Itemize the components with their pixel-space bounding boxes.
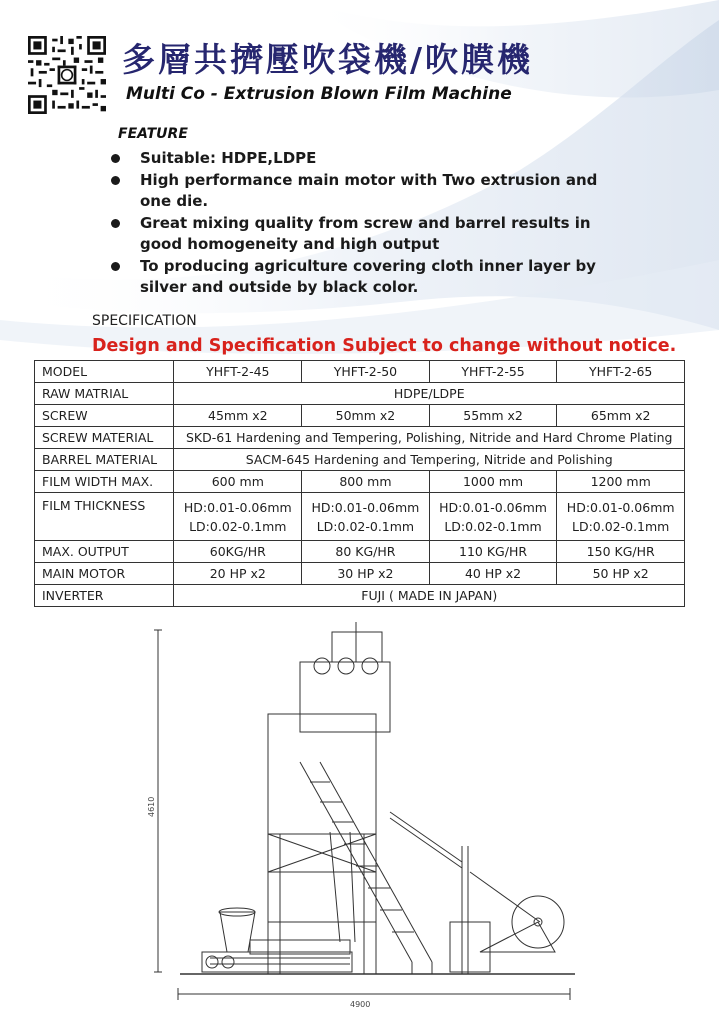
table-cell: 1200 mm	[557, 471, 685, 493]
table-row-film-width	[35, 471, 685, 493]
thickness-hd: HD:0.01-0.06mm	[566, 499, 675, 515]
row-label: FILM WIDTH MAX.	[35, 471, 174, 493]
row-label: SCREW	[35, 405, 174, 427]
table-cell	[429, 493, 557, 541]
feature-item	[110, 170, 610, 213]
notice-text: Design and Specification Subject to change without notice.	[92, 336, 677, 356]
feature-text: High performance main motor with Two extrusion and	[140, 170, 598, 189]
table-cell: 45mm x2	[174, 405, 302, 427]
table-cell: 600 mm	[174, 471, 302, 493]
table-row-barrel-material	[35, 449, 685, 471]
row-label: MAIN MOTOR	[35, 563, 174, 585]
row-label: MODEL	[35, 361, 174, 383]
table-row-screw	[35, 405, 685, 427]
row-label: RAW MATRIAL	[35, 383, 174, 405]
width-dimension-label: 4900	[350, 1000, 371, 1009]
table-cell: YHFT-2-45	[174, 361, 302, 383]
table-cell: YHFT-2-50	[302, 361, 430, 383]
table-cell: 50mm x2	[302, 405, 430, 427]
table-cell: SKD-61 Hardening and Tempering, Polishing, Nitride and Hard Chrome Plating	[174, 427, 685, 449]
table-cell: 80 KG/HR	[302, 541, 430, 563]
table-cell: 1000 mm	[429, 471, 557, 493]
page-title-english: Multi Co - Extrusion Blown Film Machine	[126, 84, 512, 104]
table-row-screw-material	[35, 427, 685, 449]
table-row-max-output	[35, 541, 685, 563]
table-cell: 60KG/HR	[174, 541, 302, 563]
feature-text: Suitable: HDPE,LDPE	[140, 149, 317, 167]
bullet-dot-icon	[111, 176, 120, 185]
height-dimension-label: 4610	[147, 796, 156, 817]
feature-text: good homogeneity and high output	[140, 235, 440, 253]
specification-heading: SPECIFICATION	[92, 313, 197, 329]
feature-text: silver and outside by black color.	[140, 278, 419, 296]
table-cell: FUJI ( MADE IN JAPAN)	[174, 585, 685, 607]
feature-text: one die.	[140, 192, 209, 210]
table-row-main-motor	[35, 563, 685, 585]
table-cell: 110 KG/HR	[429, 541, 557, 563]
table-row-inverter	[35, 585, 685, 607]
thickness-hd: HD:0.01-0.06mm	[183, 499, 292, 515]
thickness-hd: HD:0.01-0.06mm	[439, 499, 547, 515]
table-cell	[557, 493, 685, 541]
table-cell: HDPE/LDPE	[174, 383, 685, 405]
table-row-film-thickness	[35, 493, 685, 541]
feature-text: To producing agriculture covering cloth inner layer by	[140, 256, 596, 275]
thickness-hd: HD:0.01-0.06mm	[311, 499, 420, 515]
table-cell: YHFT-2-65	[557, 361, 685, 383]
page-title-chinese: 多層共擠壓吹袋機/吹膜機	[122, 40, 534, 79]
table-cell: 150 KG/HR	[557, 541, 685, 563]
feature-text: Great mixing quality from screw and barrel results in	[140, 213, 591, 232]
table-cell	[174, 493, 302, 541]
bullet-dot-icon	[111, 219, 120, 228]
feature-heading: FEATURE	[118, 126, 188, 142]
specification-table	[34, 360, 685, 607]
qr-code-icon	[28, 36, 106, 114]
table-row-raw-material	[35, 383, 685, 405]
bullet-dot-icon	[111, 262, 120, 271]
row-label: SCREW MATERIAL	[35, 427, 174, 449]
table-cell: SACM-645 Hardening and Tempering, Nitride and Polishing	[174, 449, 685, 471]
feature-item	[110, 213, 610, 256]
row-label: BARREL MATERIAL	[35, 449, 174, 471]
row-label: MAX. OUTPUT	[35, 541, 174, 563]
table-cell: 40 HP x2	[429, 563, 557, 585]
row-label: FILM THICKNESS	[35, 493, 174, 541]
table-cell: 20 HP x2	[174, 563, 302, 585]
table-cell: 50 HP x2	[557, 563, 685, 585]
row-label: INVERTER	[35, 585, 174, 607]
thickness-ld: LD:0.02-0.1mm	[444, 518, 542, 534]
table-row-model	[35, 361, 685, 383]
thickness-ld: LD:0.02-0.1mm	[571, 518, 670, 534]
thickness-ld: LD:0.02-0.1mm	[316, 518, 415, 534]
table-cell: YHFT-2-55	[429, 361, 557, 383]
feature-list	[110, 148, 610, 299]
thickness-ld: LD:0.02-0.1mm	[189, 518, 287, 534]
table-cell: 800 mm	[302, 471, 430, 493]
table-cell: 65mm x2	[557, 405, 685, 427]
feature-item	[110, 256, 610, 299]
table-cell: 30 HP x2	[302, 563, 430, 585]
feature-item	[110, 148, 610, 170]
table-cell	[302, 493, 430, 541]
bullet-dot-icon	[111, 154, 120, 163]
machine-technical-drawing	[147, 622, 590, 1012]
table-cell: 55mm x2	[429, 405, 557, 427]
